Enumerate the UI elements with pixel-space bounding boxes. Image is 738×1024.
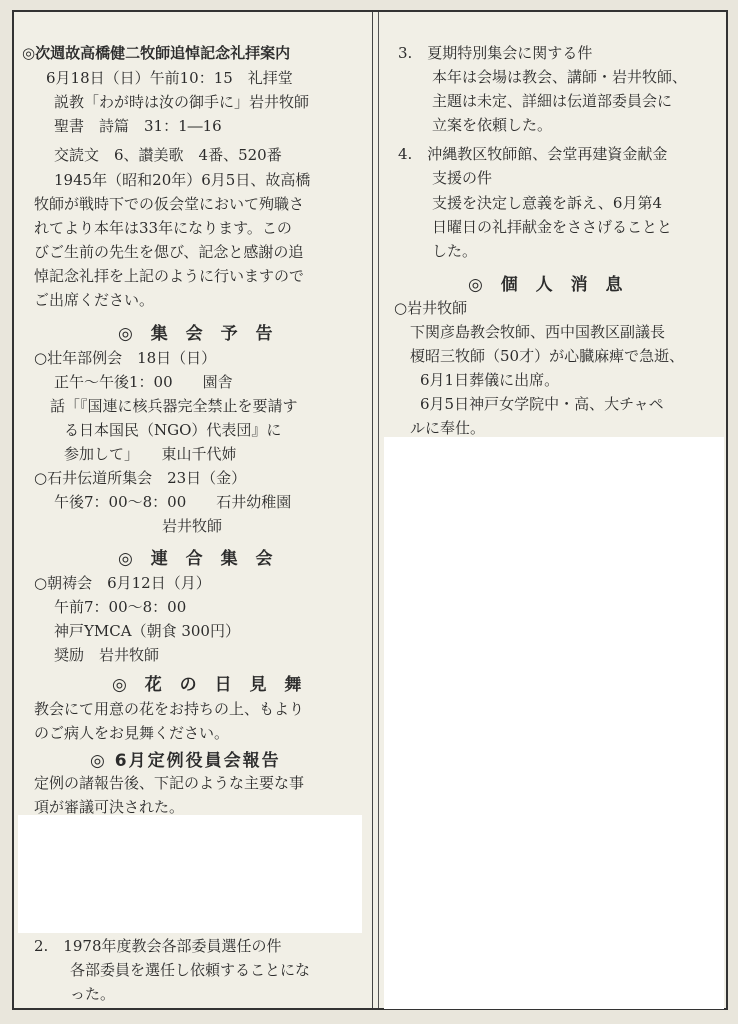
item3-line: 主題は未定、詳細は伝道部委員会に xyxy=(432,92,673,110)
item2-line: 2. 1978年度教会各部委員選任の件 xyxy=(34,937,282,955)
item4-line: 日曜日の礼拝献金をささげることと xyxy=(432,218,673,236)
memorial-line: ご出席ください。 xyxy=(34,291,155,309)
board-line: 定例の諸報告後、下記のような主要な事 xyxy=(34,774,305,792)
meetings-line: 話「『国連に核兵器完全禁止を要請す xyxy=(50,397,298,415)
personal-line: 下関彦島教会牧師、西中国教区副議長 xyxy=(410,323,666,341)
personal-line: 榎昭三牧師（50才）が心臓麻痺で急逝、 xyxy=(410,347,685,365)
personal-line: ルに奉仕。 xyxy=(410,419,486,437)
column-divider-inner xyxy=(378,12,379,1008)
board-line: 項が審議可決された。 xyxy=(34,798,185,816)
item4-line: 支援を決定し意義を訴え、6月第4 xyxy=(432,194,662,212)
union-line: 奨励 岩井牧師 xyxy=(54,646,160,664)
item3-line: 3. 夏期特別集会に関する件 xyxy=(398,44,593,62)
memorial-line: 交読文 6、讃美歌 4番、520番 xyxy=(54,146,282,164)
personal-heading: ◎ 個 人 消 息 xyxy=(468,275,629,295)
union-line: ○朝祷会 6月12日（月） xyxy=(34,574,211,592)
memorial-title: ◎次週故高橋健二牧師追悼記念礼拝案内 xyxy=(22,44,291,62)
memorial-line: 1945年（昭和20年）6月5日、故高橋 xyxy=(54,171,311,189)
meetings-line: ○壮年部例会 18日（日） xyxy=(34,349,217,367)
item2-line: 各部委員を選任し依頼することにな xyxy=(70,961,311,979)
meetings-line: る日本国民（NGO）代表団』に xyxy=(64,421,282,439)
flowers-heading: ◎ 花 の 日 見 舞 xyxy=(112,675,308,695)
item2-line: った。 xyxy=(70,985,116,1003)
meetings-heading: ◎ 集 会 予 告 xyxy=(118,324,279,344)
meetings-line: 参加して」 東山千代姉 xyxy=(64,445,237,463)
bulletin-page xyxy=(12,10,728,1010)
meetings-line: 岩井牧師 xyxy=(162,517,223,535)
board-heading: ◎ 6月定例役員会報告 xyxy=(90,751,281,771)
memorial-line: れてより本年は33年になります。この xyxy=(34,219,292,237)
meetings-line: 午後7：00～8：00 石井幼稚園 xyxy=(54,493,292,511)
memorial-line: 悼記念礼拝を上記のように行いますので xyxy=(34,267,305,285)
flowers-line: のご病人をお見舞ください。 xyxy=(34,724,230,742)
meetings-line: ○石井伝道所集会 23日（金） xyxy=(34,469,247,487)
memorial-line: 聖書 詩篇 31：1―16 xyxy=(54,117,222,135)
meetings-line: 正午～午後1：00 園舎 xyxy=(54,373,233,391)
item3-line: 立案を依頼した。 xyxy=(432,116,553,134)
memorial-line: 説教「わが時は汝の御手に」岩井牧師 xyxy=(54,93,310,111)
union-heading: ◎ 連 合 集 会 xyxy=(118,549,279,569)
personal-line: 6月5日神戸女学院中・高、大チャペ xyxy=(420,395,664,413)
personal-line: ○岩井牧師 xyxy=(394,299,468,317)
item4-line: 4. 沖縄教区牧師館、会堂再建資金献金 xyxy=(398,145,668,163)
flowers-line: 教会にて用意の花をお持ちの上、もより xyxy=(34,700,305,718)
blank-area-left xyxy=(18,815,362,933)
union-line: 午前7：00～8：00 xyxy=(54,598,187,616)
union-line: 神戸YMCA（朝食 300円） xyxy=(54,622,240,640)
column-divider xyxy=(372,12,373,1008)
item3-line: 本年は会場は教会、講師・岩井牧師、 xyxy=(432,68,688,86)
memorial-line: 6月18日（日）午前10：15 礼拝堂 xyxy=(46,69,293,87)
item4-line: した。 xyxy=(432,242,478,260)
personal-line: 6月1日葬儀に出席。 xyxy=(420,371,560,389)
blank-area-right xyxy=(384,437,724,1009)
item4-line: 支援の件 xyxy=(432,169,493,187)
memorial-line: びご生前の先生を偲び、記念と感謝の追 xyxy=(34,243,304,261)
memorial-line: 牧師が戦時下での仮会堂において殉職さ xyxy=(34,195,305,213)
